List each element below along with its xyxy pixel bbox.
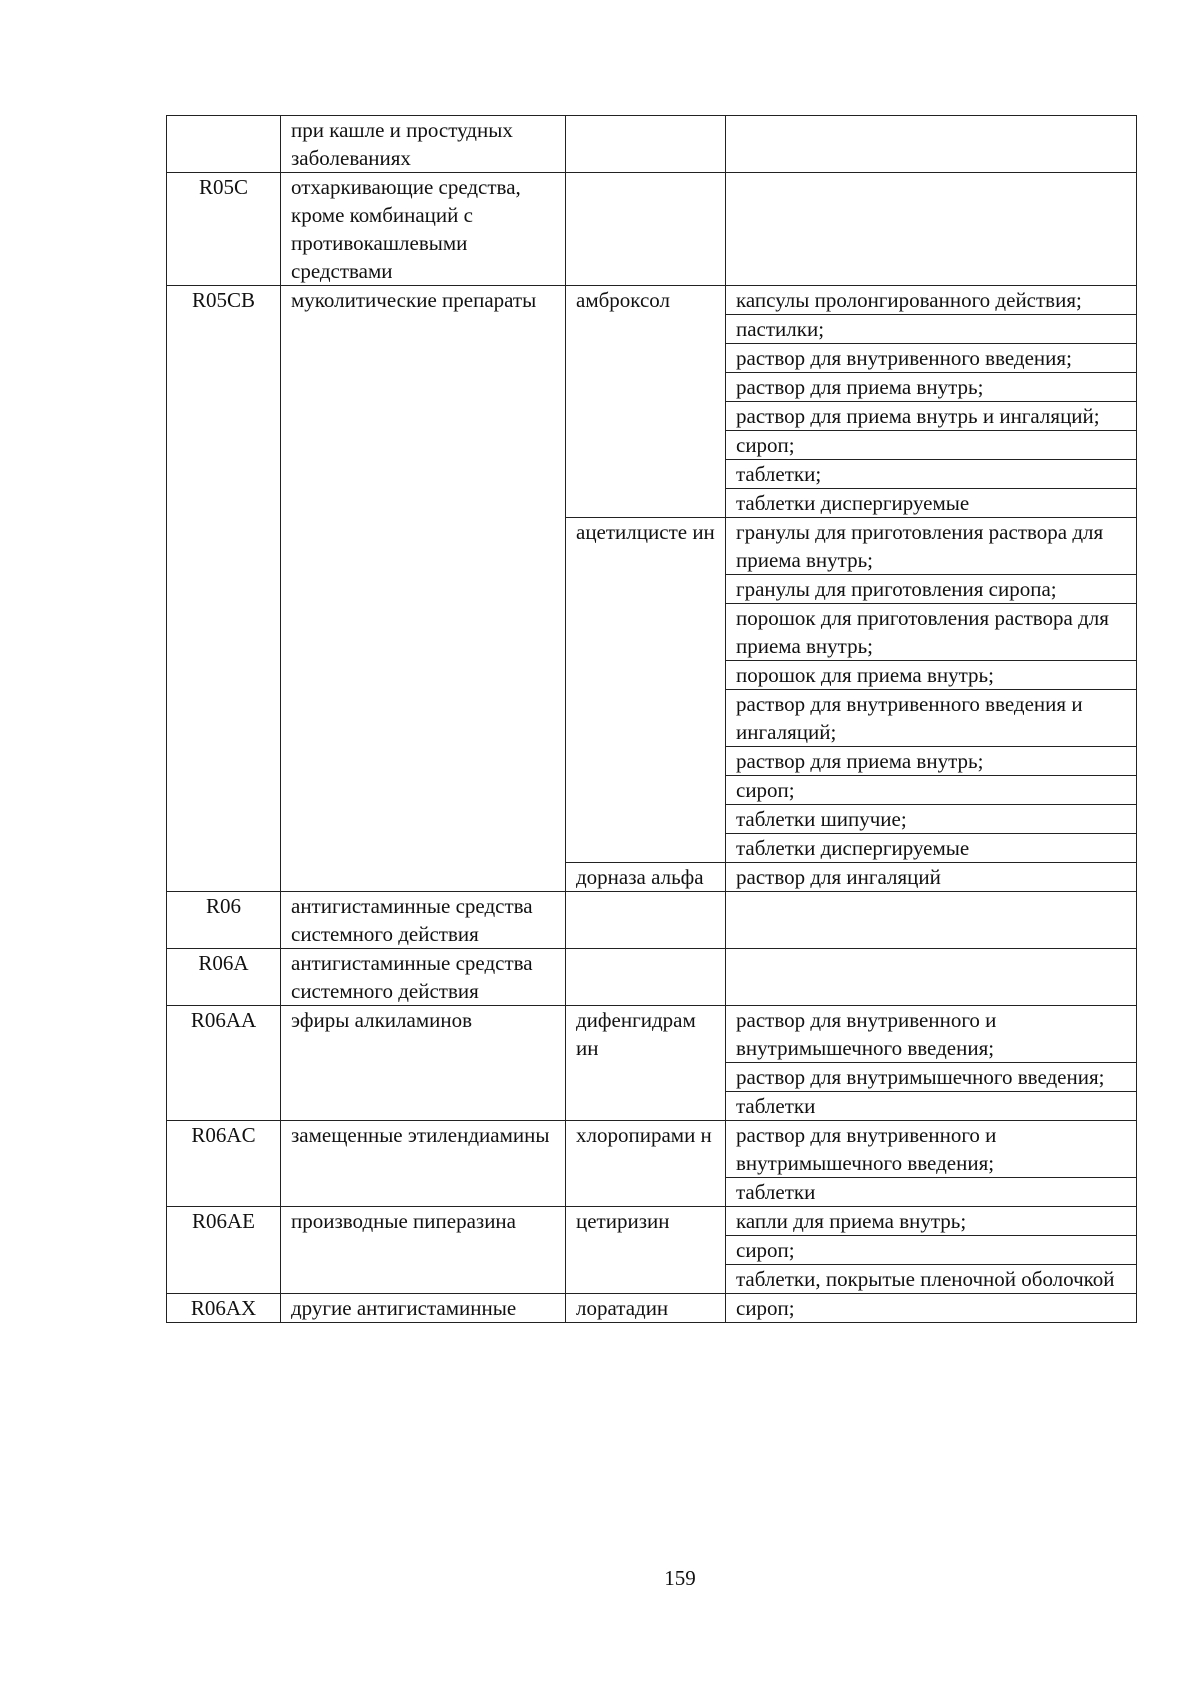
dosage-form-item: таблетки диспергируемые (736, 491, 970, 515)
atc-code-cell: R06AC (167, 1121, 281, 1207)
group-name-cell: муколитические препараты (281, 286, 566, 892)
table-row (167, 1207, 1137, 1294)
group-name-cell: эфиры алкиламинов (281, 1006, 566, 1121)
drug-name-cell: дорназа альфа (566, 863, 726, 892)
dosage-forms-cell (726, 1121, 1137, 1207)
group-name-cell: отхаркивающие средства, кроме комбинаций с противокашлевыми средствами (281, 173, 566, 286)
drug-name-cell (566, 116, 726, 173)
table-row (167, 1121, 1137, 1207)
atc-code-cell: R06A (167, 949, 281, 1006)
drug-name-cell (566, 949, 726, 1006)
group-name-cell: замещенные этилендиамины (281, 1121, 566, 1207)
dosage-forms-cell (726, 863, 1137, 892)
dosage-forms-cell (726, 892, 1137, 949)
dosage-form-item: раствор для приема внутрь; (726, 747, 1136, 776)
dosage-form-item: таблетки; (726, 460, 1136, 489)
table-row (167, 1006, 1137, 1121)
table-row (167, 116, 1137, 173)
dosage-forms-cell (726, 949, 1137, 1006)
atc-code-cell: R05C (167, 173, 281, 286)
dosage-form-item: таблетки диспергируемые (736, 836, 970, 860)
table-row (167, 1294, 1137, 1323)
drug-name-cell: ацетилцисте ин (566, 518, 726, 863)
atc-code-cell: R06AE (167, 1207, 281, 1294)
table-body (167, 116, 1137, 1323)
dosage-form-item: таблетки шипучие; (726, 805, 1136, 834)
dosage-forms-cell (726, 1294, 1137, 1323)
dosage-form-item: таблетки (736, 1180, 816, 1204)
dosage-form-item: таблетки, покрытые пленочной оболочкой (736, 1267, 1115, 1291)
group-name-cell: производные пиперазина (281, 1207, 566, 1294)
dosage-form-item: пастилки; (726, 315, 1136, 344)
dosage-form-item: сироп; (726, 1236, 1136, 1265)
dosage-form-item: сироп; (726, 431, 1136, 460)
group-name-cell: антигистаминные средства системного действия (281, 892, 566, 949)
dosage-form-item: капли для приема внутрь; (726, 1207, 1136, 1236)
dosage-form-item: гранулы для приготовления сиропа; (726, 575, 1136, 604)
dosage-form-item: сироп; (726, 776, 1136, 805)
group-name-cell: антигистаминные средства системного действия (281, 949, 566, 1006)
table-row (167, 949, 1137, 1006)
dosage-forms-cell (726, 1207, 1137, 1294)
dosage-form-item: раствор для внутривенного введения; (726, 344, 1136, 373)
drug-name-cell: цетиризин (566, 1207, 726, 1294)
atc-code-cell: R06AA (167, 1006, 281, 1121)
dosage-form-item: раствор для внутривенного и внутримышечного введения; (726, 1006, 1136, 1063)
dosage-form-item: раствор для приема внутрь и ингаляций; (726, 402, 1136, 431)
medication-table (166, 115, 1137, 1323)
atc-code-cell: R05CB (167, 286, 281, 892)
dosage-form-item: капсулы пролонгированного действия; (726, 286, 1136, 315)
atc-code-cell: R06 (167, 892, 281, 949)
drug-name-cell: амброксол (566, 286, 726, 518)
table-row (167, 286, 1137, 518)
atc-code-cell: R06AX (167, 1294, 281, 1323)
drug-name-cell (566, 173, 726, 286)
atc-code-cell (167, 116, 281, 173)
group-name-cell: другие антигистаминные (281, 1294, 566, 1323)
dosage-form-item: раствор для приема внутрь; (726, 373, 1136, 402)
drug-name-cell: хлоропирами н (566, 1121, 726, 1207)
drug-name-cell: лоратадин (566, 1294, 726, 1323)
dosage-form-item: сироп; (736, 1296, 795, 1320)
dosage-form-item: раствор для внутривенного и внутримышечного введения; (726, 1121, 1136, 1178)
dosage-form-item: раствор для внутривенного введения и ингаляций; (726, 690, 1136, 747)
group-name-cell: при кашле и простудных заболеваниях (281, 116, 566, 173)
drug-name-cell (566, 892, 726, 949)
drug-name-cell: дифенгидрам ин (566, 1006, 726, 1121)
dosage-forms-cell (726, 286, 1137, 518)
dosage-forms-cell (726, 116, 1137, 173)
table-row (167, 892, 1137, 949)
table-row (167, 173, 1137, 286)
dosage-form-item: порошок для приготовления раствора для приема внутрь; (726, 604, 1136, 661)
dosage-form-item: порошок для приема внутрь; (726, 661, 1136, 690)
page-number: 159 (664, 1566, 696, 1590)
dosage-form-item: раствор для ингаляций (736, 865, 941, 889)
dosage-forms-cell (726, 518, 1137, 863)
dosage-form-item: таблетки (736, 1094, 816, 1118)
dosage-form-item: раствор для внутримышечного введения; (726, 1063, 1136, 1092)
dosage-forms-cell (726, 1006, 1137, 1121)
dosage-forms-cell (726, 173, 1137, 286)
dosage-form-item: гранулы для приготовления раствора для приема внутрь; (726, 518, 1136, 575)
